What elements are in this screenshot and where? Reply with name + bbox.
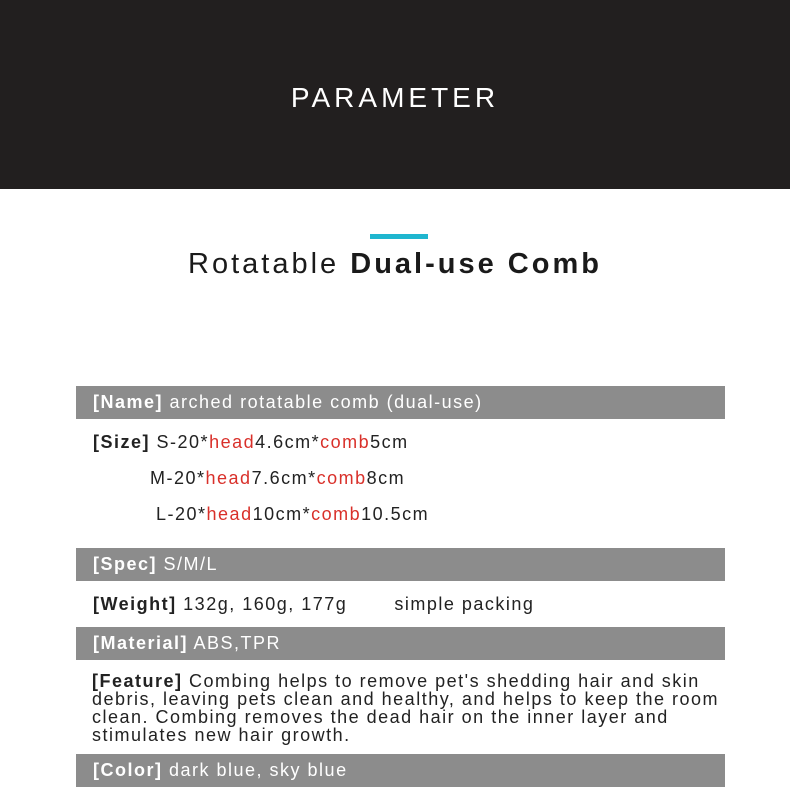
head-label: head bbox=[205, 468, 252, 488]
accent-divider bbox=[370, 234, 428, 239]
page-title: PARAMETER bbox=[290, 82, 500, 113]
size-row-l bbox=[156, 504, 429, 525]
comb-value: 8cm bbox=[366, 468, 406, 488]
spec-value: S/M/L bbox=[163, 554, 219, 574]
comb-label: comb bbox=[316, 468, 367, 488]
size-model: S-20* bbox=[156, 432, 210, 452]
head-label: head bbox=[209, 432, 256, 452]
head-value: 7.6cm* bbox=[251, 468, 317, 488]
head-value: 4.6cm* bbox=[255, 432, 321, 452]
weight-key: [Weight] bbox=[93, 594, 177, 614]
material-row bbox=[76, 627, 725, 660]
spec-key: [Spec] bbox=[93, 554, 158, 574]
name-value: arched rotatable comb (dual-use) bbox=[169, 392, 483, 412]
weight-row bbox=[93, 594, 534, 615]
packing-value: simple packing bbox=[394, 594, 535, 614]
name-row bbox=[76, 386, 725, 419]
product-title bbox=[0, 248, 790, 281]
feature-paragraph bbox=[92, 672, 752, 744]
size-row-s bbox=[93, 432, 409, 453]
size-key: [Size] bbox=[93, 432, 151, 452]
feature-key: [Feature] bbox=[92, 671, 183, 691]
head-label: head bbox=[206, 504, 253, 524]
color-key: [Color] bbox=[93, 760, 163, 780]
header-band bbox=[0, 0, 790, 189]
name-key: [Name] bbox=[93, 392, 164, 412]
material-value: ABS,TPR bbox=[193, 633, 282, 653]
comb-value: 5cm bbox=[370, 432, 409, 452]
comb-value: 10.5cm bbox=[361, 504, 430, 524]
head-value: 10cm* bbox=[252, 504, 312, 524]
comb-label: comb bbox=[320, 432, 371, 452]
size-row-m bbox=[150, 468, 405, 489]
product-title-light: Rotatable bbox=[188, 248, 340, 280]
feature-value: Combing helps to remove pet's shedding hair and skin debris, leaving pets clean and healthy, and helps to keep the room clean. Combing removes the dead hair on the inner layer and stimulates new hair growth. bbox=[92, 671, 720, 745]
size-model: M-20* bbox=[150, 468, 206, 488]
material-key: [Material] bbox=[93, 633, 189, 653]
spec-row bbox=[76, 548, 725, 581]
comb-label: comb bbox=[311, 504, 362, 524]
size-model: L-20* bbox=[156, 504, 207, 524]
color-row bbox=[76, 754, 725, 787]
product-title-bold: Dual-use Comb bbox=[350, 248, 602, 280]
color-value: dark blue, sky blue bbox=[169, 760, 348, 780]
weight-value: 132g, 160g, 177g bbox=[183, 594, 348, 614]
